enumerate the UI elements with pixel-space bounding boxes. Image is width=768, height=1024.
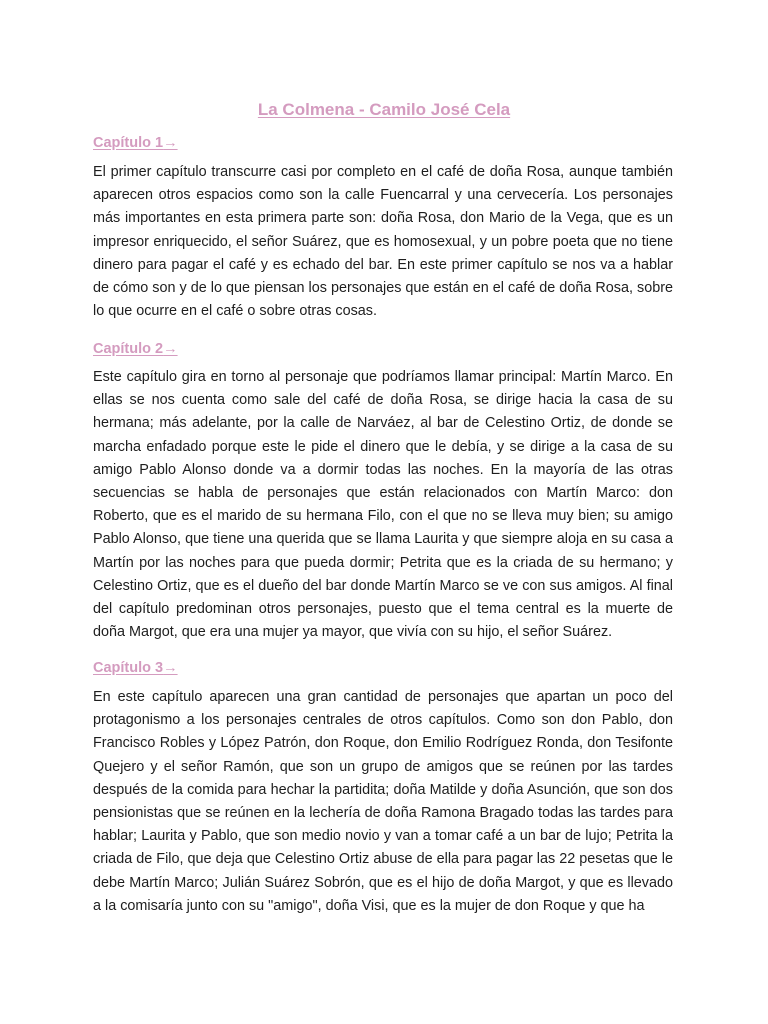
arrow-right-icon: →: [163, 135, 178, 151]
chapter-2-paragraph: Este capítulo gira en torno al personaje que podríamos llamar principal: Martín Marco. En ellas se nos cuenta como sale del café de doña Rosa, se dirige hacia la casa de su hermana; más adelante, por la calle de Narváez, al bar de Celestino Ortiz, de donde se marcha enfadado porque este le pide el dinero que le debía, y se dirige a la casa de su amigo Pablo Alonso donde va a dormir todas las noches. En la mayoría de las otras secuencias se habla de personajes que están relacionados con Martín Marco: don Roberto, que es el marido de su hermana Filo, con el que no se lleva muy bien; su amigo Pablo Alonso, que tiene una querida que se llama Laurita y que siempre aloja en su casa a Martín por las noches para que pueda dormir; Petrita que es la criada de su hermano; y Celestino Ortiz, que es el dueño del bar donde Martín Marco se ve con sus amigos. Al final del capítulo predominan otros personajes, puesto que el tema central es la muerte de doña Margot, que era una mujer ya mayor, que vivía con su hijo, el señor Suárez.: [93, 369, 673, 641]
chapter-1-heading-label: Capítulo 1: [93, 135, 164, 151]
chapter-3-heading[interactable]: [93, 658, 178, 678]
chapter-3-heading-label: Capítulo 3: [93, 660, 164, 676]
chapter-2-heading[interactable]: [93, 339, 178, 359]
chapter-1-paragraph: El primer capítulo transcurre casi por completo en el café de doña Rosa, aunque también aparecen otros espacios como son la calle Fuencarral y una cervecería. Los personajes más importantes en esta primera parte son: doña Rosa, don Mario de la Vega, que es un impresor enriquecido, el señor Suárez, que es homosexual, y un pobre poeta que no tiene dinero para pagar el café y es echado del bar. En este primer capítulo se nos va a hablar de cómo son y de lo que piensan los personajes que están en el café de doña Rosa, sobre lo que ocurre en el café o sobre otras cosas.: [93, 164, 673, 320]
chapter-3-paragraph: En este capítulo aparecen una gran cantidad de personajes que apartan un poco del protagonismo a los personajes centrales de otros capítulos. Como son don Pablo, don Francisco Robles y López Patrón, don Roque, don Emilio Rodríguez Ronda, don Tesifonte Quejero y el señor Ramón, que son un grupo de amigos que se reúnen por las tardes después de la comida para hechar la partidita; doña Matilde y doña Asunción, que son dos pensionistas que se reúnen en la lechería de doña Ramona Bragado todas las tardes para hablar; Laurita y Pablo, que son medio novio y van a tomar café a un bar de lujo; Petrita la criada de Filo, que deja que Celestino Ortiz abuse de ella para pagar las 22 pesetas que le debe Martín Marco; Julián Suárez Sobrón, que es el hijo de doña Margot, y que es llevado a la comisaría junto con su "amigo", doña Visi, que es la mujer de don Roque y que ha: [93, 689, 673, 914]
chapter-2-heading-label: Capítulo 2: [93, 341, 164, 357]
document-title: La Colmena - Camilo José Cela: [257, 100, 511, 119]
arrow-right-icon: →: [163, 341, 178, 357]
chapter-1-heading[interactable]: [93, 133, 178, 153]
arrow-right-icon: →: [163, 660, 178, 676]
